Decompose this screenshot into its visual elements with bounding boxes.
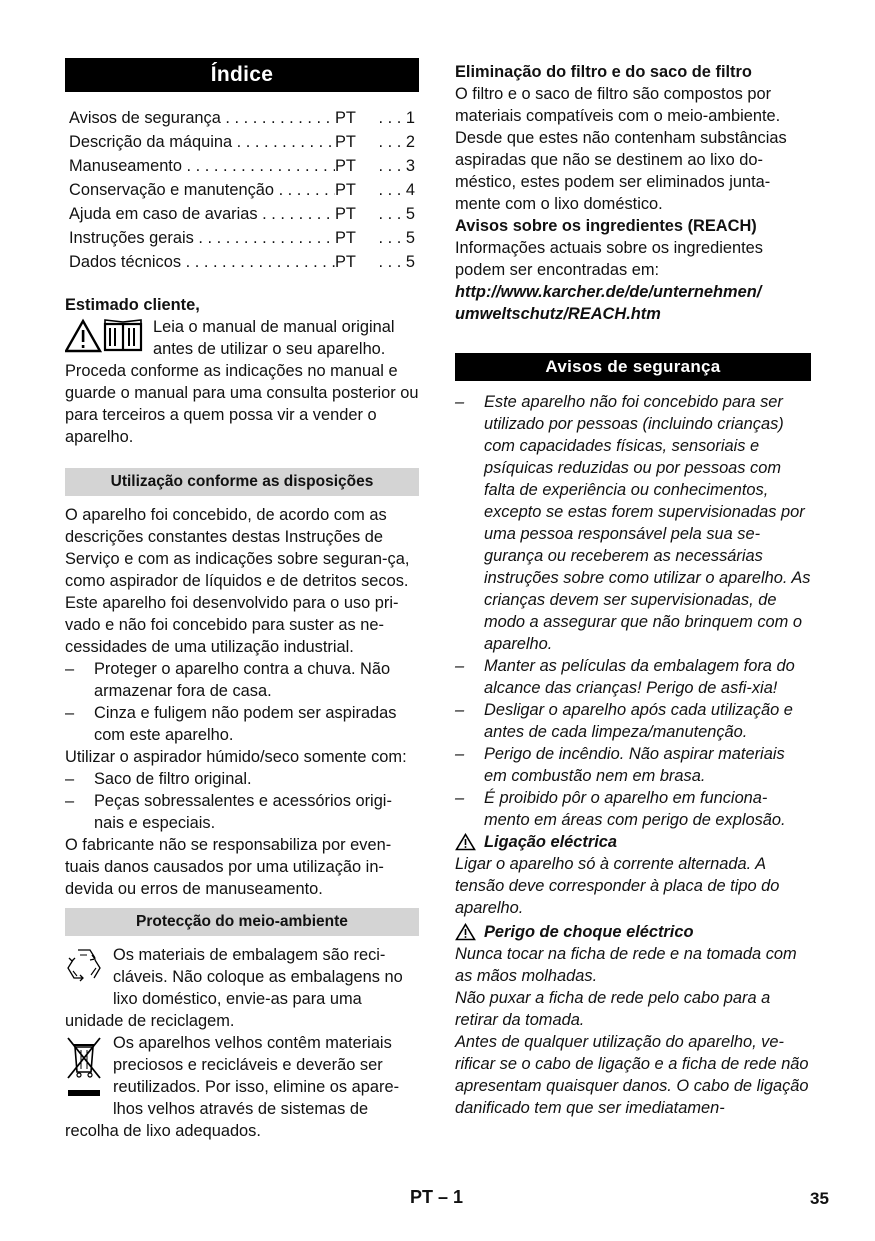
- toc-entry-lang: PT: [335, 181, 356, 199]
- toc-entry[interactable]: [69, 130, 419, 154]
- toc-entry-title: Instruções gerais . . .: [69, 226, 335, 250]
- toc-entry-title: Conservação e manutenção . . .: [69, 178, 335, 202]
- safety-heading: Avisos de segurança: [455, 353, 811, 381]
- weee-notice: [65, 1032, 419, 1142]
- toc-entry[interactable]: [69, 202, 419, 226]
- warning-icon: [455, 833, 476, 851]
- safety-list: [455, 391, 811, 831]
- intended-use-p1: O aparelho foi concebido, de acordo com as descrições constantes destas Instruções de Serviço e com as indicações sobre seguran-ça, como aspirador de líquidos e de detritos secos.: [65, 506, 410, 590]
- list-item: – Perigo de incêndio. Não aspirar materiais em combustão nem em brasa.: [455, 743, 811, 787]
- toc-entry-page: . . . 5: [378, 205, 415, 223]
- toc-entry[interactable]: [69, 250, 419, 274]
- environment-heading: Protecção do meio-ambiente: [65, 908, 419, 936]
- list-item-text: Perigo de incêndio. Não aspirar materiais em combustão nem em brasa.: [484, 745, 785, 785]
- toc-entry-lang: PT: [335, 205, 356, 223]
- warning-manual-icon: [65, 318, 147, 360]
- toc-entry[interactable]: [69, 154, 419, 178]
- toc-entry-page: . . . 4: [378, 181, 415, 199]
- list-item-text: Desligar o aparelho após cada utilização e antes de cada limpeza/manutenção.: [484, 701, 793, 741]
- list-item: – É proibido pôr o aparelho em funciona-mento em áreas com perigo de explosão.: [455, 787, 811, 831]
- table-of-contents: [65, 106, 419, 274]
- intended-use-p2: Este aparelho foi desenvolvido para o uso pri-vado e não foi concebido para suster as ne-cessidades de uma utilização industrial.: [65, 594, 399, 656]
- list-item: – Proteger o aparelho contra a chuva. Não armazenar fora de casa.: [65, 658, 419, 702]
- intended-use-p3: Utilizar o aspirador húmido/seco somente com:: [65, 748, 407, 766]
- weee-text: Os aparelhos velhos contêm materiais preciosos e recicláveis e deverão ser reutilizados. Por isso, elimine os apare-lhos velhos através de sistemas de recolha de lixo adequados.: [65, 1034, 400, 1140]
- recycle-text: Os materiais de embalagem são reci-cláveis. Não coloque as embalagens no lixo doméstico, envie-as para uma unidade de reciclagem.: [65, 946, 403, 1030]
- toc-entry-lang: PT: [335, 253, 356, 271]
- right-column: [455, 58, 811, 1119]
- toc-entry-title: Dados técnicos . . .: [69, 250, 335, 274]
- list-item: – Manter as películas da embalagem fora do alcance das crianças! Perigo de asfi-xia!: [455, 655, 811, 699]
- toc-entry[interactable]: [69, 106, 419, 130]
- toc-entry-lang: PT: [335, 109, 356, 127]
- toc-entry-page: . . . 1: [378, 109, 415, 127]
- list-item-text: Proteger o aparelho contra a chuva. Não armazenar fora de casa.: [94, 660, 391, 700]
- read-manual-notice: [65, 316, 419, 448]
- crossed-bin-icon: [65, 1034, 103, 1104]
- toc-entry-page: . . . 5: [378, 229, 415, 247]
- toc-entry[interactable]: [69, 226, 419, 250]
- electrical-connection-text: Ligar o aparelho só à corrente alternada. A tensão deve corresponder à placa de tipo do aparelho.: [455, 855, 780, 917]
- electrical-connection-heading: [455, 831, 811, 853]
- list-item: – Desligar o aparelho após cada utilização e antes de cada limpeza/manutenção.: [455, 699, 811, 743]
- greeting-title: Estimado cliente,: [65, 296, 200, 314]
- list-item-text: Saco de filtro original.: [94, 770, 252, 788]
- intended-use-heading: Utilização conforme as disposições: [65, 468, 419, 496]
- left-column: [65, 58, 419, 1142]
- electrical-connection-title: Ligação eléctrica: [484, 833, 618, 851]
- list-item: – Este aparelho não foi concebido para ser utilizado por pessoas (incluindo crianças) com capacidades físicas, sensoriais e psíquicas reduzidas ou por pessoas com falta de experiência ou conhecimentos, excepto se estas forem supervisionadas por uma pessoa responsável pela sua se-gurança ou receberem as necessárias instruções sobre como utilizar o aparelho. As crianças devem ser supervisionadas, de modo a assegurar que não brinquem com o aparelho.: [455, 393, 811, 653]
- list-item-text: Este aparelho não foi concebido para ser utilizado por pessoas (incluindo crianças) com capacidades físicas, sensoriais e psíquicas reduzidas ou por pessoas com falta de experiência ou conhecimentos, excepto se estas forem supervisionadas por uma pessoa responsável pela sua se-gurança ou receberem as necessárias instruções sobre como utilizar o aparelho. As crianças devem ser supervisionadas, de modo a assegurar que não brinquem com o aparelho.: [484, 393, 811, 653]
- read-manual-text: Leia o manual de manual original antes de utilizar o seu aparelho.: [153, 318, 395, 358]
- list-item-text: Cinza e fuligem não podem ser aspiradas com este aparelho.: [94, 704, 397, 744]
- toc-entry-page: . . . 2: [378, 133, 415, 151]
- toc-entry-title: Ajuda em caso de avarias . . .: [69, 202, 335, 226]
- toc-entry-title: Avisos de segurança . . .: [69, 106, 335, 130]
- recycle-notice: [65, 944, 419, 1032]
- list-item: – Cinza e fuligem não podem ser aspiradas com este aparelho.: [65, 702, 419, 746]
- electric-shock-p3: Antes de qualquer utilização do aparelho, ve-rificar se o cabo de ligação e a ficha de rede não apresentam quaisquer danos. O cabo de ligação danificado tem que ser imediatamen-: [455, 1033, 809, 1117]
- toc-entry-lang: PT: [335, 133, 356, 151]
- list-item-text: É proibido pôr o aparelho em funciona-mento em áreas com perigo de explosão.: [484, 789, 786, 829]
- toc-entry-page: . . . 3: [378, 157, 415, 175]
- index-heading: Índice: [65, 58, 419, 92]
- warning-icon: [455, 923, 476, 941]
- filter-disposal-text: O filtro e o saco de filtro são compostos por materiais compatíveis com o meio-ambiente. Desde que estes não contenham substâncias aspiradas que não se destinem ao lixo do-méstico, estes podem ser eliminados junta-mente com o lixo doméstico.: [455, 85, 787, 213]
- electric-shock-heading: [455, 921, 811, 943]
- toc-entry-page: . . . 5: [378, 253, 415, 271]
- list-item-text: Peças sobressalentes e acessórios origi-nais e especiais.: [94, 792, 392, 832]
- footer-section-label: PT – 1: [410, 1187, 464, 1207]
- toc-entry-lang: PT: [335, 229, 356, 247]
- reach-text: Informações actuais sobre os ingredientes podem ser encontradas em:: [455, 239, 763, 279]
- list-item-text: Manter as películas da embalagem fora do alcance das crianças! Perigo de asfi-xia!: [484, 657, 795, 697]
- footer-page-number: 35: [810, 1189, 829, 1208]
- reach-heading: Avisos sobre os ingredientes (REACH): [455, 217, 757, 235]
- list-item: – Peças sobressalentes e acessórios origi-nais e especiais.: [65, 790, 419, 834]
- electric-shock-title: Perigo de choque eléctrico: [484, 923, 694, 941]
- reach-link[interactable]: http://www.karcher.de/de/unternehmen/ umweltschutz/REACH.htm: [455, 283, 762, 323]
- toc-entry-title: Manuseamento . . .: [69, 154, 335, 178]
- filter-disposal-heading: Eliminação do filtro e do saco de filtro: [455, 63, 752, 81]
- electric-shock-p1: Nunca tocar na ficha de rede e na tomada com as mãos molhadas.: [455, 945, 797, 985]
- greeting-text: Proceda conforme as indicações no manual e guarde o manual para uma consulta posterior ou para terceiros a quem possa vir a vender o aparelho.: [65, 362, 419, 446]
- list-item: – Saco de filtro original.: [65, 768, 419, 790]
- toc-entry[interactable]: [69, 178, 419, 202]
- intended-use-p4: O fabricante não se responsabiliza por even-tuais danos causados por uma utilização in-devida ou erros de manuseamento.: [65, 836, 392, 898]
- toc-entry-title: Descrição da máquina . . .: [69, 130, 335, 154]
- toc-entry-lang: PT: [335, 157, 356, 175]
- electric-shock-p2: Não puxar a ficha de rede pelo cabo para a retirar da tomada.: [455, 989, 771, 1029]
- recycle-icon: [65, 946, 103, 990]
